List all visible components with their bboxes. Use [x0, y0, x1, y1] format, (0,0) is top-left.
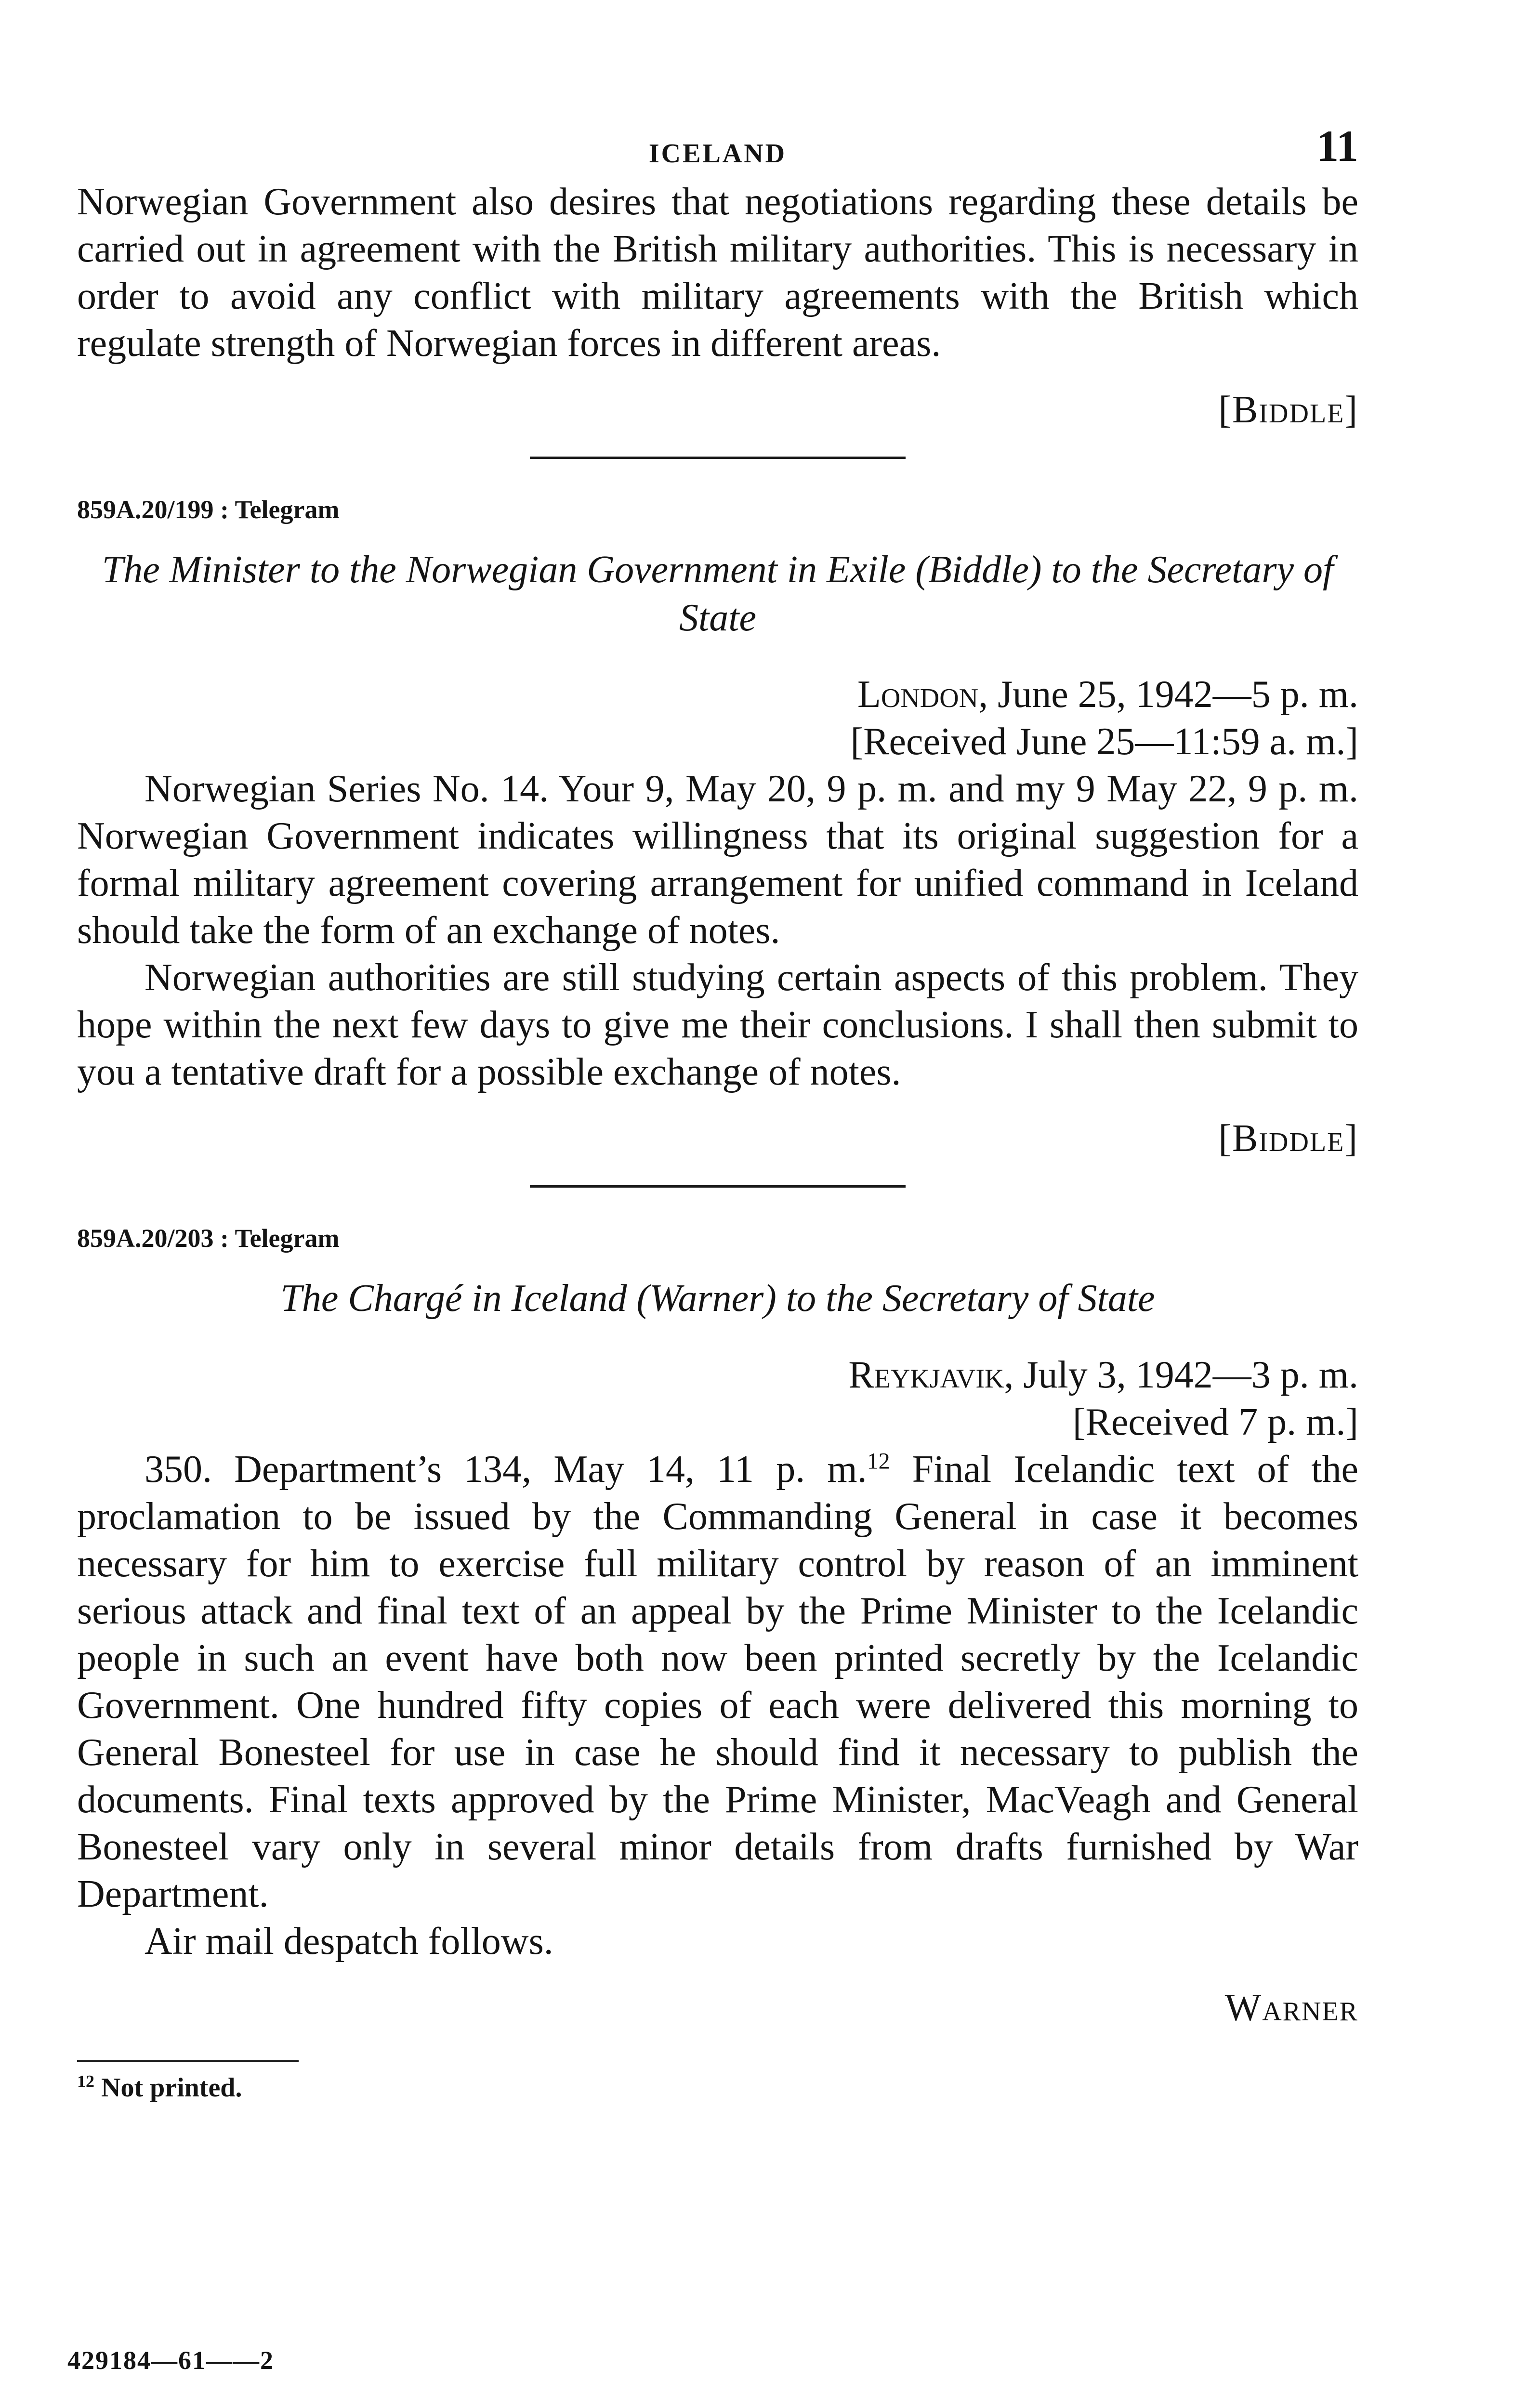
dateline-date: , July 3, 1942—3 p. m.	[1004, 1354, 1358, 1396]
dateline-place: Reykjavik	[848, 1354, 1004, 1396]
footnote-rule	[77, 2060, 299, 2062]
running-title: ICELAND	[648, 139, 787, 169]
dateline-date: , June 25, 1942—5 p. m.	[978, 673, 1358, 716]
footnote-text: Not printed.	[94, 2073, 242, 2103]
section-divider	[530, 457, 906, 459]
running-head	[77, 121, 1358, 178]
dateline	[77, 671, 1358, 718]
continuation-paragraph: Norwegian Government also desires that negotiations regarding these details be carried out in agreement with the British military authorities. This is necessary in order to avoid any conflict with military agreements with the British which regulate strength of Norwegian forces in different areas.	[77, 181, 1358, 365]
document-page	[77, 121, 1358, 2408]
footnote	[77, 2071, 1358, 2105]
printer-imprint: 429184—61——2	[67, 2346, 274, 2375]
file-reference: 859A.20/203 : Telegram	[77, 1224, 340, 1253]
signature-warner: Warner	[1224, 1987, 1358, 2029]
received-line: [Received June 25—11:59 a. m.]	[850, 720, 1358, 763]
body-paragraph	[77, 1446, 1358, 1918]
document-title: The Minister to the Norwegian Government in Exile (Biddle) to the Secretary of State	[102, 549, 1334, 639]
page-number: 11	[1316, 121, 1358, 170]
body-paragraph: Norwegian authorities are still studying certain aspects of this problem. They hope within the next few days to give me their conclusions. I shall then submit to you a tentative draft for a possible exchange of notes.	[77, 956, 1358, 1093]
received-line: [Received 7 p. m.]	[1072, 1401, 1358, 1443]
signature-biddle-2: [Biddle]	[1218, 1117, 1358, 1160]
document-title: The Chargé in Iceland (Warner) to the Secretary of State	[280, 1277, 1155, 1320]
footnote-marker: 12	[77, 2071, 94, 2091]
dateline	[77, 1351, 1358, 1399]
footnote-reference: 12	[867, 1448, 890, 1474]
dateline-place: London	[857, 673, 979, 716]
paragraph-start: 350. Department’s 134, May 14, 11 p. m.	[145, 1448, 867, 1491]
signature-biddle-1: [Biddle]	[1218, 389, 1358, 431]
body-paragraph: Norwegian Series No. 14. Your 9, May 20, 9 p. m. and my 9 May 22, 9 p. m. Norwegian Government indicates willingness that its original suggestion for a formal military agreement covering arrangement for unified command in Iceland should take the form of an exchange of notes.	[77, 768, 1358, 952]
section-divider	[530, 1185, 906, 1188]
file-reference: 859A.20/199 : Telegram	[77, 495, 340, 524]
body-paragraph: Air mail despatch follows.	[145, 1920, 553, 1963]
paragraph-rest: Final Icelandic text of the proclamation to be issued by the Commanding General in case it becomes necessary for him to exercise full military control by reason of an imminent serious attack and final text of an appeal by the Prime Minister to the Icelandic people in such an event have both now been printed secretly by the Icelandic Government. One hundred fifty copies of each were delivered this morning to General Bonesteel for use in case he should find it necessary to publish the documents. Final texts approved by the Prime Minister, MacVeagh and General Bonesteel vary only in several minor details from drafts furnished by War Department.	[77, 1448, 1358, 1915]
